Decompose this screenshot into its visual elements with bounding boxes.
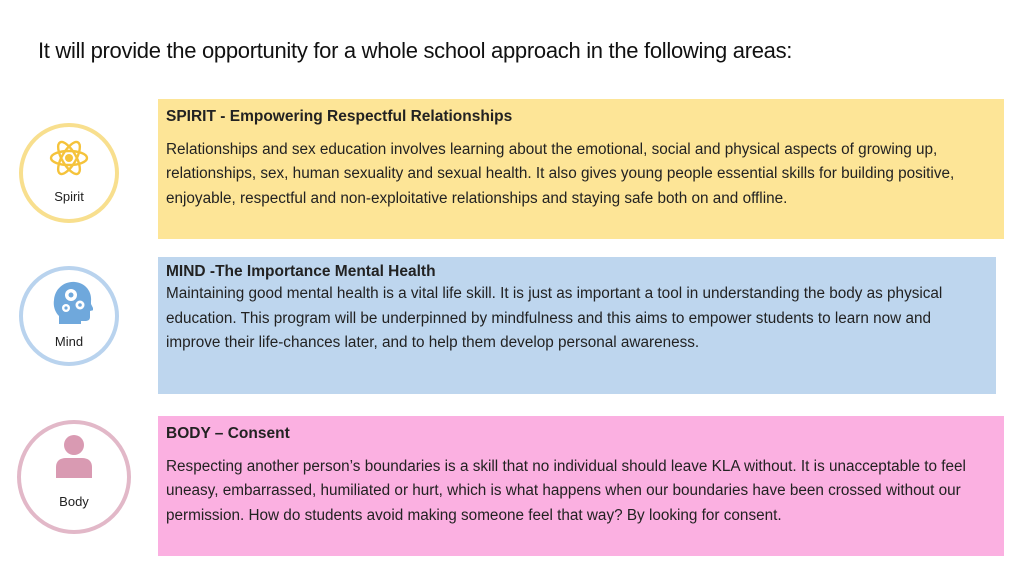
mind-label: Mind bbox=[54, 334, 84, 349]
body-heading: BODY – Consent bbox=[166, 425, 290, 442]
spirit-body: Relationships and sex education involves learning about the emotional, social and physical aspects of growing up, relationships, sex, human sexuality and sexual health. It also gives young people essential skills for building positive, enjoyable, respectful and non-exploitative relationships and staying safe both on and offline. bbox=[166, 140, 955, 207]
body-body: Respecting another person’s boundaries is a skill that no individual should leave KLA without. It is unacceptable to feel uneasy, embarrassed, humiliated or hurt, which is what happens when our boundaries have been crossed without our permission. How do students avoid making someone feel that way? By looking for consent. bbox=[166, 457, 966, 524]
mind-panel bbox=[158, 257, 996, 394]
spirit-panel bbox=[158, 99, 1004, 239]
spirit-circle bbox=[19, 123, 119, 223]
mind-heading: MIND -The Importance Mental Health bbox=[166, 263, 436, 280]
person-icon bbox=[54, 434, 94, 478]
spirit-label: Spirit bbox=[54, 189, 84, 204]
body-label: Body bbox=[59, 494, 89, 509]
spirit-heading: SPIRIT - Empowering Respectful Relationships bbox=[166, 108, 513, 125]
atom-icon bbox=[49, 137, 89, 179]
mind-circle bbox=[19, 266, 119, 366]
body-panel bbox=[158, 416, 1004, 556]
body-circle bbox=[17, 420, 131, 534]
page-title: It will provide the opportunity for a whole school approach in the following areas: bbox=[38, 38, 793, 63]
mind-body: Maintaining good mental health is a vital life skill. It is just as important a tool in understanding the body as physical education. This program will be underpinned by mindfulness and this aims to empower students to learn now and improve their life-chances later, and to help them develop personal awareness. bbox=[166, 285, 943, 351]
head-gears-icon bbox=[53, 280, 93, 326]
